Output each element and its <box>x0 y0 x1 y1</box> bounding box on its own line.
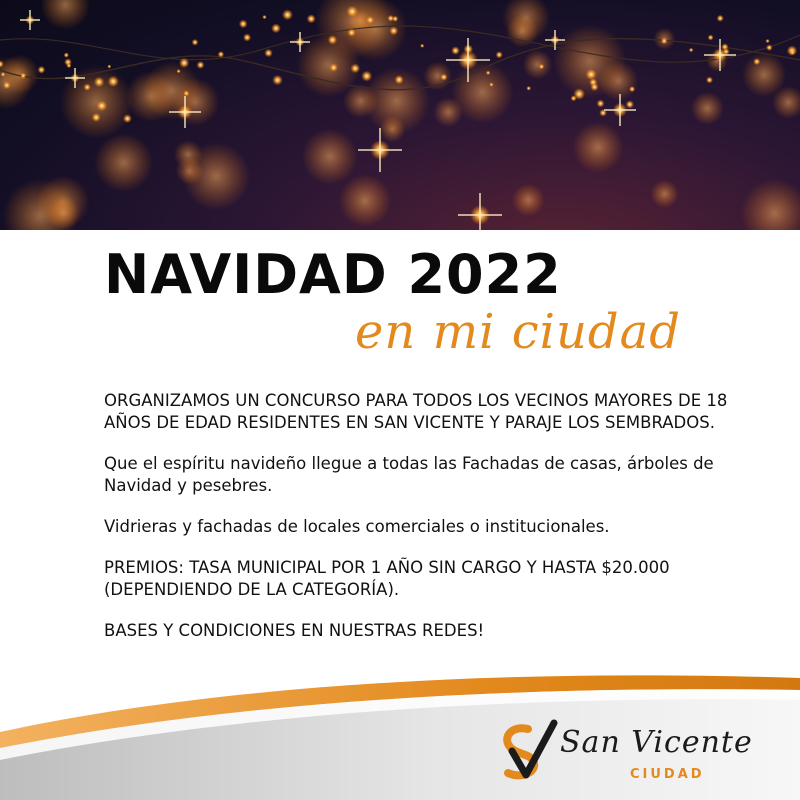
light-bulb <box>394 75 403 84</box>
light-bulb <box>597 100 605 108</box>
light-bulb <box>94 77 105 88</box>
light-bulb <box>486 71 491 76</box>
bokeh-blur <box>741 179 800 230</box>
light-bulb <box>243 33 251 41</box>
light-bulb <box>440 74 447 81</box>
san-vicente-logo <box>498 715 753 790</box>
bokeh-blur <box>94 133 153 192</box>
light-bulb <box>262 15 266 19</box>
light-bulb <box>307 14 316 23</box>
light-bulb <box>539 64 545 70</box>
bokeh-blur <box>523 50 553 80</box>
light-bulb <box>218 51 225 58</box>
light-bulb <box>108 76 119 87</box>
light-bulb <box>197 61 205 69</box>
light-bulb <box>20 73 26 79</box>
light-bulb <box>661 38 668 45</box>
light-bulb <box>706 77 713 84</box>
christmas-lights-bokeh-image <box>0 0 800 230</box>
sparkle-star <box>604 94 636 126</box>
light-bulb <box>3 82 11 90</box>
sv-checkmark-logo-icon <box>498 715 558 785</box>
logo-name: San Vicente <box>560 725 753 760</box>
light-bulb <box>179 58 189 68</box>
light-bulb <box>66 63 71 68</box>
light-bulb <box>328 35 338 45</box>
christmas-lights-banner <box>0 0 800 230</box>
bokeh-blur <box>47 196 80 229</box>
light-bulb <box>239 20 248 29</box>
paragraph-prizes: PREMIOS: TASA MUNICIPAL POR 1 AÑO SIN CARGO Y HASTA $20.000 (DEPENDIENDO DE LA CATEGORÍA). <box>104 558 670 599</box>
light-bulb <box>689 48 694 53</box>
bokeh-blur <box>512 184 545 217</box>
light-bulb <box>766 44 773 51</box>
light-bulb <box>451 46 460 55</box>
light-bulb <box>387 15 394 22</box>
light-bulb <box>573 88 585 100</box>
bokeh-blur <box>423 62 452 91</box>
light-bulb <box>183 90 189 96</box>
paragraph-rules: BASES Y CONDICIONES EN NUESTRAS REDES! <box>104 621 485 640</box>
light-bulb <box>366 16 374 24</box>
light-bulb <box>590 83 598 91</box>
bokeh-blur <box>302 129 358 185</box>
light-bulb <box>123 114 132 123</box>
light-bulb <box>753 58 760 65</box>
light-bulb <box>496 51 503 58</box>
paragraph-shops: Vidrieras y fachadas de locales comerciales o institucionales. <box>104 517 610 536</box>
light-bulb <box>272 75 283 86</box>
light-bulb <box>626 100 634 108</box>
paragraph-contest: ORGANIZAMOS UN CONCURSO PARA TODOS LOS VECINOS MAYORES DE 18 AÑOS DE EDAD RESIDENTES EN SAN VICENTE Y PARAJE LOS SEMBRADOS. <box>104 391 728 432</box>
light-bulb <box>766 39 770 43</box>
light-bulb <box>790 50 795 55</box>
light-bulb <box>489 82 493 86</box>
light-bulb <box>420 44 424 48</box>
light-bulb <box>96 100 107 111</box>
light-bulb <box>177 69 181 73</box>
light-bulb <box>64 52 69 57</box>
light-bulb <box>192 39 199 46</box>
light-bulb <box>92 113 101 122</box>
announcement-body <box>104 390 754 661</box>
light-bulb <box>346 6 358 18</box>
light-bulb <box>271 23 281 33</box>
page-title: NAVIDAD 2022 <box>104 243 562 306</box>
light-bulb <box>107 65 111 69</box>
light-bulb <box>361 71 372 82</box>
sparkle-star <box>20 10 40 30</box>
bokeh-blur <box>451 61 513 123</box>
bokeh-blur <box>143 61 201 119</box>
bokeh-blur <box>742 52 787 97</box>
bokeh-blur <box>651 180 679 208</box>
light-bulb <box>282 9 293 20</box>
bokeh-blur <box>572 122 623 173</box>
sparkle-star <box>458 193 502 230</box>
light-bulb <box>347 28 355 36</box>
light-bulb <box>38 66 46 74</box>
light-bulb <box>585 69 596 80</box>
light-bulb <box>329 63 338 72</box>
light-bulb <box>629 86 635 92</box>
light-bulb <box>264 49 273 58</box>
light-bulb <box>717 15 724 22</box>
bokeh-blur <box>691 92 724 125</box>
bokeh-blur <box>553 25 627 99</box>
bokeh-blur <box>40 0 90 30</box>
bokeh-blur <box>339 174 392 227</box>
page-subtitle: en mi ciudad <box>355 304 681 360</box>
logo-subtitle: CIUDAD <box>630 767 705 782</box>
light-bulb <box>84 84 91 91</box>
paragraph-spirit: Que el espíritu navideño llegue a todas las Fachadas de casas, árboles de Navidad y pesebres. <box>104 454 714 495</box>
light-bulb <box>526 86 531 91</box>
light-bulb <box>389 26 398 35</box>
light-bulb <box>1 72 6 77</box>
bokeh-blur <box>182 142 250 210</box>
light-bulb <box>350 64 360 74</box>
light-bulb <box>708 35 714 41</box>
